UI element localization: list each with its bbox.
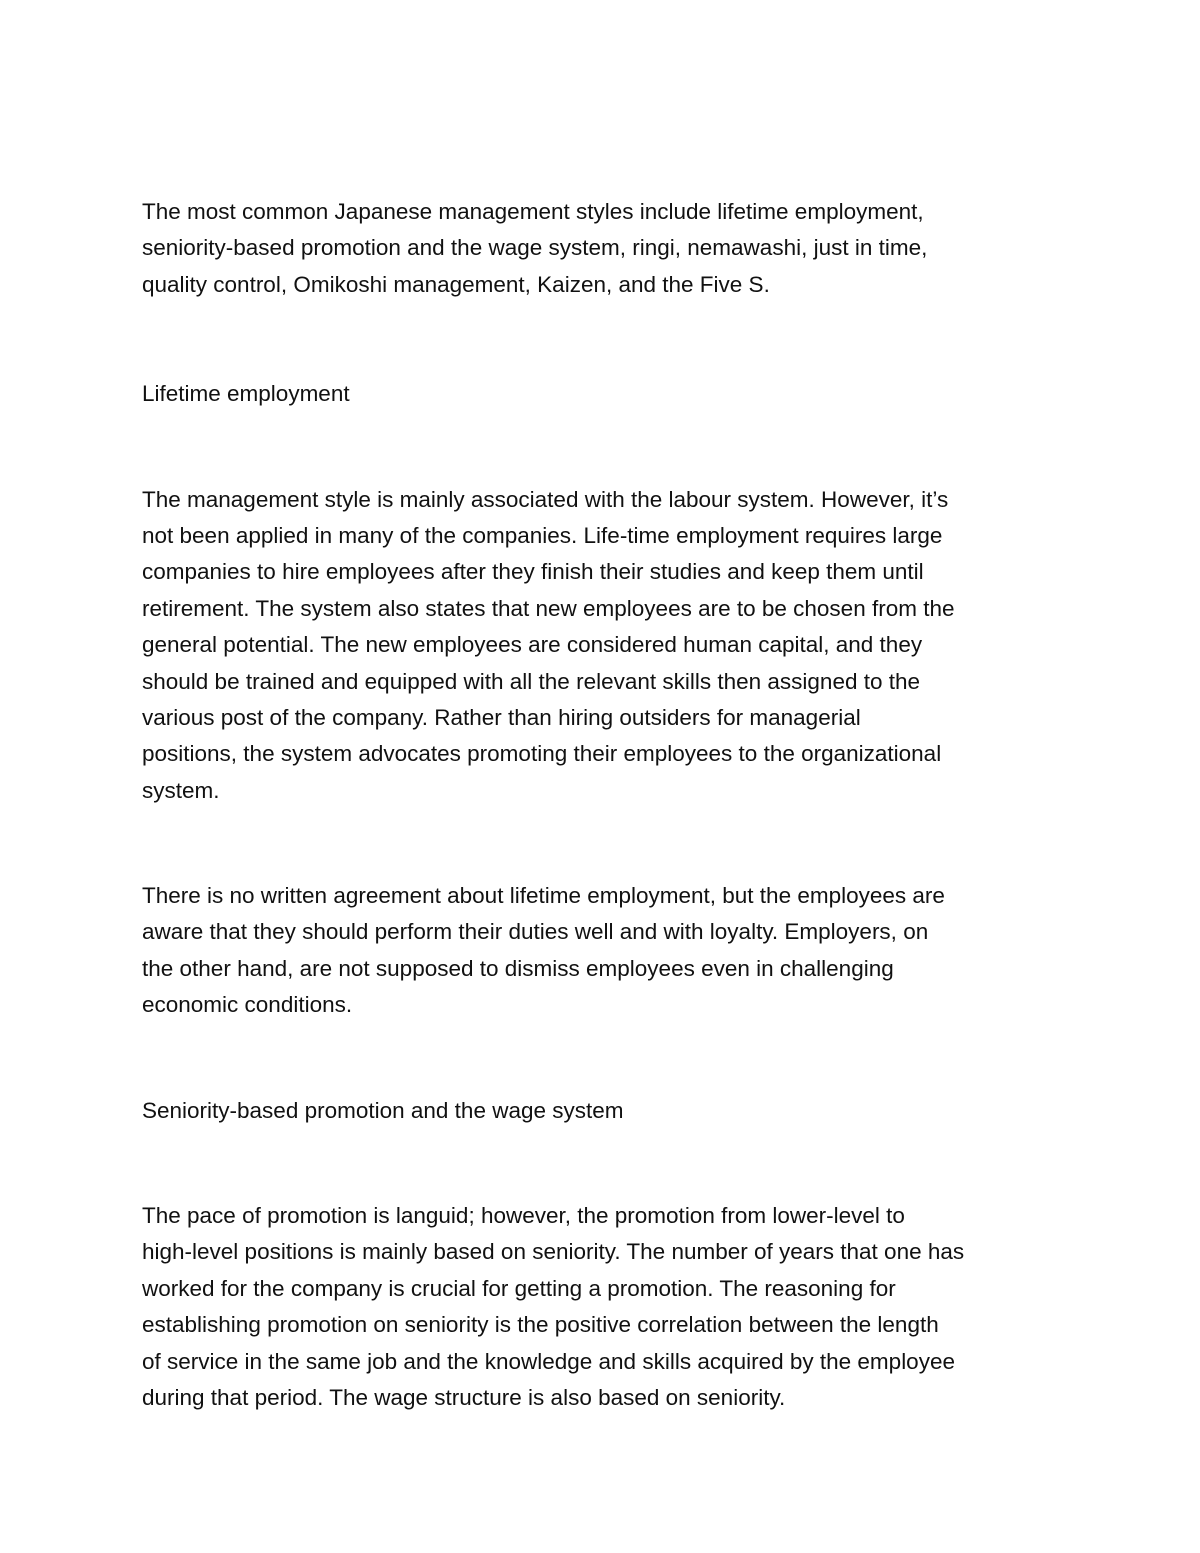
text-line: aware that they should perform their duties well and with loyalty. Employers, on — [142, 919, 929, 945]
lifetime-paragraph-2 — [142, 878, 1067, 1024]
heading-text: Seniority-based promotion and the wage system — [142, 1097, 624, 1123]
text-line: positions, the system advocates promoting their employees to the organizational — [142, 741, 942, 767]
text-line: seniority-based promotion and the wage system, ringi, nemawashi, just in time, — [142, 235, 928, 261]
text-line: economic conditions. — [142, 992, 353, 1018]
text-line: the other hand, are not supposed to dismiss employees even in challenging — [142, 955, 894, 981]
text-line: The most common Japanese management styles include lifetime employment, — [142, 199, 924, 224]
intro-paragraph — [142, 194, 1067, 303]
text-line: worked for the company is crucial for getting a promotion. The reasoning for — [142, 1275, 896, 1301]
text-line: should be trained and equipped with all the relevant skills then assigned to the — [142, 668, 921, 694]
document-body — [142, 194, 1067, 1416]
text-line: retirement. The system also states that new employees are to be chosen from the — [142, 595, 955, 621]
text-line: not been applied in many of the companies. Life-time employment requires large — [142, 522, 943, 548]
text-line: general potential. The new employees are considered human capital, and they — [142, 632, 923, 658]
text-line: establishing promotion on seniority is the positive correlation between the length — [142, 1312, 939, 1338]
section-heading-seniority-promotion — [142, 1093, 1067, 1129]
text-line: high-level positions is mainly based on seniority. The number of years that one has — [142, 1239, 965, 1265]
section-heading-lifetime-employment — [142, 376, 1067, 412]
text-line: during that period. The wage structure is also based on seniority. — [142, 1384, 786, 1410]
text-line: quality control, Omikoshi management, Kaizen, and the Five S. — [142, 271, 770, 297]
heading-text: Lifetime employment — [142, 381, 350, 407]
text-line: various post of the company. Rather than hiring outsiders for managerial — [142, 704, 861, 730]
lifetime-paragraph-1 — [142, 482, 1067, 810]
text-line: companies to hire employees after they finish their studies and keep them until — [142, 559, 924, 585]
text-line: The pace of promotion is languid; however, the promotion from lower-level to — [142, 1203, 905, 1229]
seniority-paragraph-1 — [142, 1198, 1067, 1416]
text-line: There is no written agreement about lifetime employment, but the employees are — [142, 883, 945, 909]
text-line: The management style is mainly associated with the labour system. However, it’s — [142, 486, 949, 512]
text-line: system. — [142, 777, 220, 803]
text-line: of service in the same job and the knowledge and skills acquired by the employee — [142, 1348, 955, 1374]
